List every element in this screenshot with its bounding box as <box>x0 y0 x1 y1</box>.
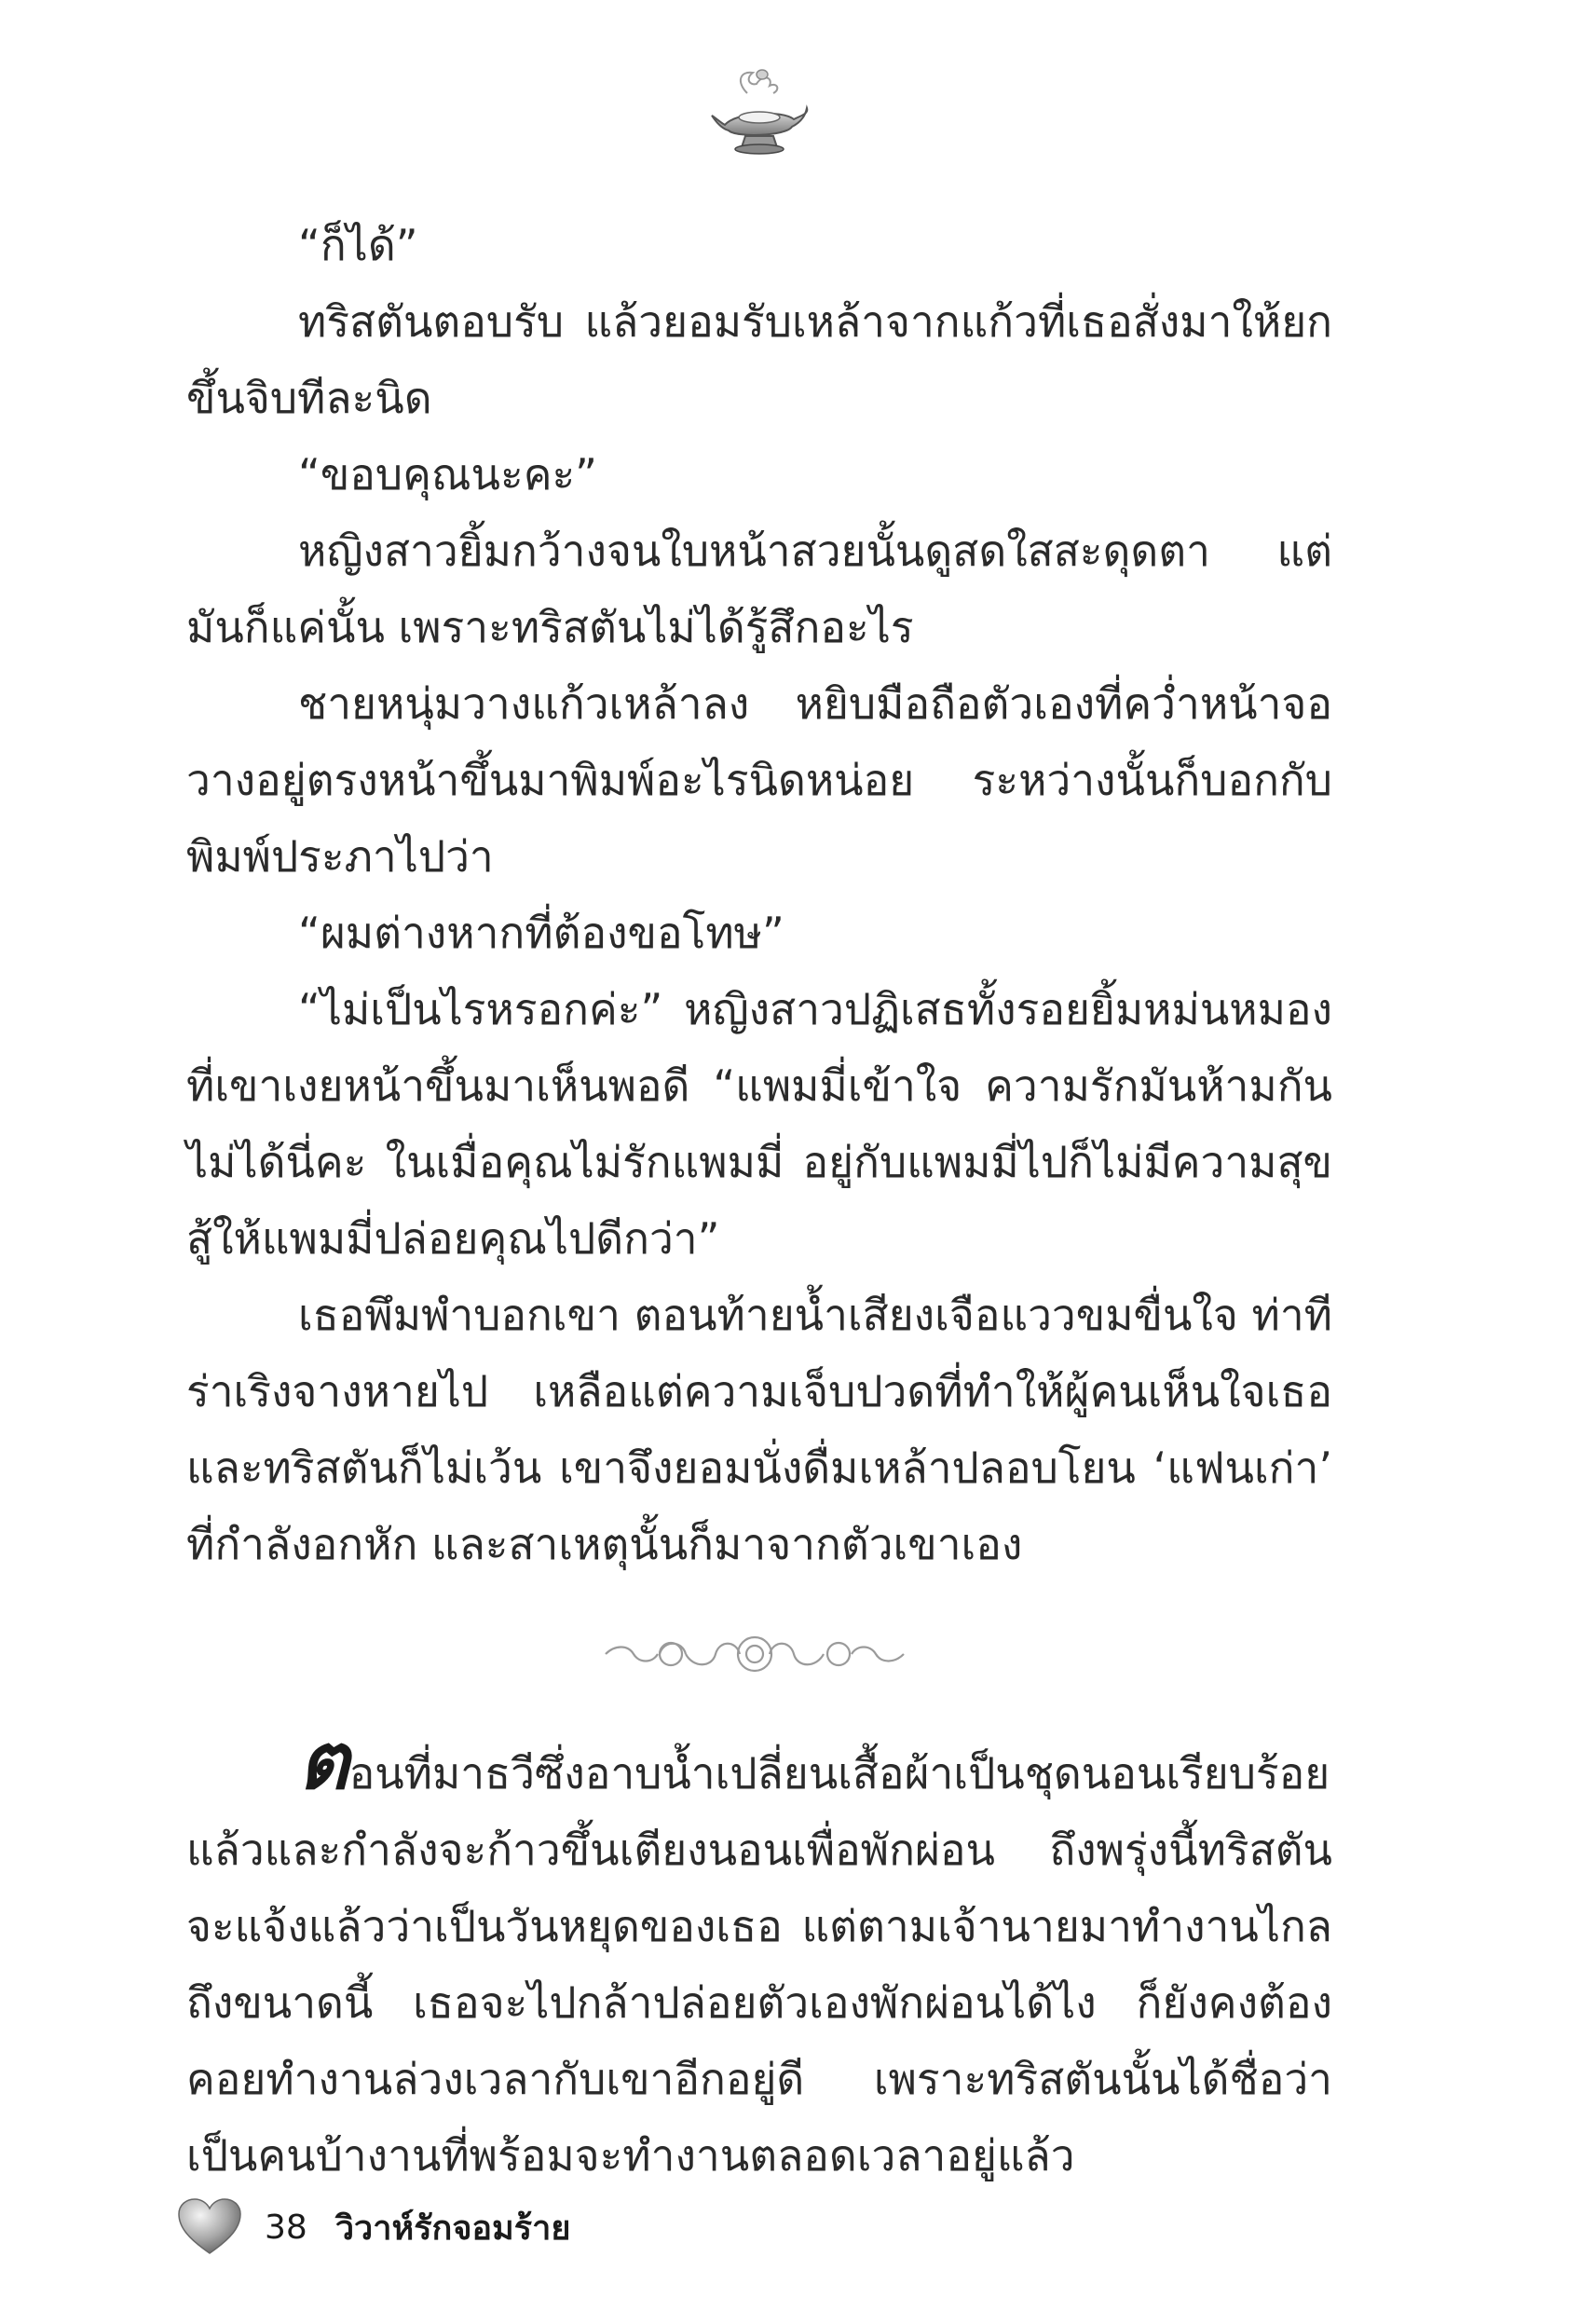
paragraph: ทริสตันตอบรับ แล้วยอมรับเหล้าจากแก้วที่เธอสั่งมาให้ยกขึ้นจิบทีละนิด <box>186 296 1332 423</box>
paragraph: “ขอบคุณนะคะ” <box>298 449 598 499</box>
paragraph: หญิงสาวยิ้มกว้างจนใบหน้าสวยนั้นดูสดใสสะดุดตา แต่มันก็แค่นั้น เพราะทริสตันไม่ได้รู้สึกอะไร <box>186 526 1332 652</box>
paragraph: ชายหนุ่มวางแก้วเหล้าลง หยิบมือถือตัวเองที่คว่ำหน้าจอวางอยู่ตรงหน้าขึ้นมาพิมพ์อะไรนิดหน่อย ระหว่างนั้นก็บอกกับพิมพ์ประภาไปว่า <box>186 678 1332 882</box>
page-footer <box>177 2190 570 2264</box>
paragraph: “ก็ได้” <box>298 220 418 270</box>
paragraph: “ผมต่างหากที่ต้องขอโทษ” <box>298 908 784 958</box>
page-number: 38 <box>265 2208 307 2247</box>
book-title: วิวาห์รักจอมร้าย <box>334 2208 571 2248</box>
heart-icon <box>177 2197 242 2257</box>
body-text-block <box>186 207 1332 1582</box>
paragraph: “ไม่เป็นไรหรอกค่ะ” หญิงสาวปฏิเสธทั้งรอยยิ้มหม่นหมองที่เขาเงยหน้าขึ้นมาเห็นพอดี “แพมมี่เข้าใจ ความรักมันห้ามกันไม่ได้นี่คะ ในเมื่อคุณไม่รักแพมมี่ อยู่กับแพมมี่ไปก็ไม่มีความสุข สู้ให้แพมมี่ปล่อยคุณไปดีกว่า” <box>186 984 1332 1264</box>
paragraph <box>186 1716 1332 2194</box>
paragraph: เธอพึมพำบอกเขา ตอนท้ายน้ำเสียงเจือแววขมขื่นใจ ท่าทีร่าเริงจางหายไป เหลือแต่ความเจ็บปวดที่ทำให้ผู้คนเห็นใจเธอ และทริสตันก็ไม่เว้น เขาจึงยอมนั่งดื่มเหล้าปลอบโยน ‘แฟนเก่า’ ที่กำลังอกหัก และสาเหตุนั้นก็มาจากตัวเขาเอง <box>186 1290 1332 1569</box>
genie-lamp-icon <box>708 65 811 158</box>
drop-cap: ต <box>298 1716 349 1807</box>
section-text-block <box>186 1716 1332 2194</box>
swirl-divider-icon <box>596 1621 913 1687</box>
paragraph-body: อนที่มาธวีซึ่งอาบน้ำเปลี่ยนเสื้อผ้าเป็นชุดนอนเรียบร้อยแล้วและกำลังจะก้าวขึ้นเตียงนอนเพื่อพักผ่อน ถึงพรุ่งนี้ทริสตันจะแจ้งแล้วว่าเป็นวันหยุดของเธอ แต่ตามเจ้านายมาทำงานไกลถึงขนาดนี้ เธอจะไปกล้าปล่อยตัวเองพักผ่อนได้ไง ก็ยังคงต้องคอยทำงานล่วงเวลากับเขาอีกอยู่ดี เพราะทริสตันนั้นได้ชื่อว่าเป็นคนบ้างานที่พร้อมจะทำงานตลอดเวลาอยู่แล้ว <box>186 1748 1332 2181</box>
